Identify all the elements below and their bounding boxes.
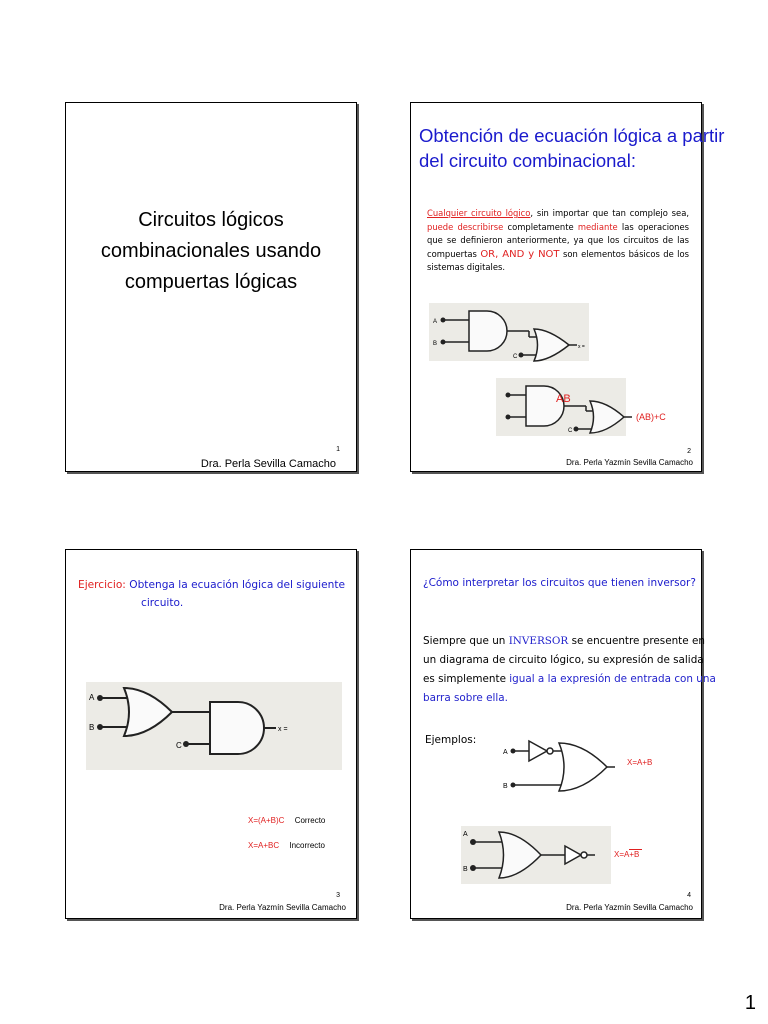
- slide-footer: Dra. Perla Yazmín Sevilla Camacho: [566, 903, 693, 912]
- paragraph-line: [423, 632, 705, 651]
- slide-number: 1: [336, 446, 340, 453]
- circuit-diagram: [86, 682, 342, 772]
- emph-text: OR, AND y NOT: [480, 248, 560, 260]
- label-c: C: [513, 354, 518, 360]
- text: Siempre que un: [423, 635, 509, 647]
- slide-3: [65, 549, 357, 919]
- slide-1-title: [66, 205, 356, 298]
- paragraph-line: un diagrama de circuito lógico, su expresión de salida: [423, 654, 704, 666]
- slide-number: 3: [336, 892, 340, 899]
- label-a: A: [503, 749, 508, 756]
- text: completamente: [503, 221, 578, 232]
- emph-text: INVERSOR: [508, 635, 569, 647]
- label-a: A: [89, 693, 95, 702]
- text: las operaciones que: [427, 221, 689, 245]
- equation: X=A+B: [627, 758, 653, 767]
- circuit-diagram-1: [429, 303, 589, 363]
- label-a: A: [463, 831, 468, 838]
- overbar: [629, 849, 642, 850]
- emph-text: Cualquier circuito lógico: [427, 208, 531, 218]
- title-line: combinacionales usando: [100, 240, 322, 262]
- slide-2-title: [419, 123, 724, 173]
- page-number: 1: [744, 992, 756, 1014]
- text: es simplemente: [423, 673, 510, 685]
- label-b: B: [463, 866, 468, 873]
- slide-2-paragraph: [427, 207, 689, 275]
- label-out: x =: [578, 344, 585, 350]
- slide-4-paragraph: [423, 632, 716, 708]
- slide-4-title: ¿Cómo interpretar los circuitos que tienen inversor?: [423, 577, 696, 589]
- title-line: del circuito combinacional:: [419, 150, 636, 171]
- exercise-statement: Obtenga la ecuación lógica del siguiente: [125, 579, 346, 591]
- exercise-text: [78, 576, 345, 612]
- text: se encuentre presente en: [568, 635, 705, 647]
- slide-author: Dra. Perla Sevilla Camacho: [200, 458, 336, 470]
- text: compuertas: [427, 248, 481, 259]
- title-line: compuertas lógicas: [124, 271, 298, 293]
- equation: X=A+BC: [248, 841, 280, 850]
- paragraph-line: [423, 670, 716, 689]
- slide-footer: Dra. Perla Yazmín Sevilla Camacho: [219, 903, 346, 912]
- label-ab: AB: [556, 393, 571, 405]
- slide-number: 4: [687, 892, 691, 899]
- circuit-diagram-2: [496, 378, 696, 440]
- label-c: C: [568, 428, 573, 434]
- label-b: B: [89, 723, 95, 732]
- text: , sin importar que tan complejo sea,: [530, 208, 689, 218]
- label-out: (AB)+C: [636, 412, 666, 422]
- label-b: B: [503, 783, 508, 790]
- label-c: C: [176, 741, 182, 750]
- text: sistemas digitales.: [427, 262, 506, 272]
- example-2-equation: [614, 850, 639, 859]
- title-line: Circuitos lógicos: [138, 209, 284, 231]
- answer-note: Correcto: [294, 816, 326, 825]
- slide-number: 2: [687, 448, 691, 455]
- examples-label: Ejemplos:: [425, 734, 477, 746]
- title-line: Obtención de ecuación lógica a partir: [419, 125, 725, 146]
- slide-2: [410, 102, 725, 472]
- slide-1: [65, 102, 357, 472]
- answer-correct: [248, 816, 325, 825]
- emph-text: puede describirse: [427, 221, 504, 232]
- text: se definieron anteriormente, ya que los circuitos de las: [446, 235, 689, 245]
- slide-footer: Dra. Perla Yazmín Sevilla Camacho: [566, 458, 693, 467]
- text: son elementos básicos de los: [559, 248, 689, 259]
- label-out: x =: [278, 726, 288, 733]
- equation: X=(A+B)C: [248, 816, 285, 825]
- label-a: A: [433, 319, 438, 325]
- exercise-line: [78, 576, 345, 594]
- exercise-line: circuito.: [141, 597, 184, 609]
- emph-text: mediante: [577, 221, 618, 232]
- example-1-equation: [627, 758, 652, 767]
- answer-note: Incorrecto: [289, 841, 325, 850]
- label-b: B: [433, 341, 438, 347]
- equation: X=A+B: [614, 850, 640, 859]
- exercise-label: Ejercicio:: [78, 579, 126, 591]
- inverter-example-1: [503, 735, 693, 799]
- answer-incorrect: [248, 841, 325, 850]
- slide-4: [410, 549, 716, 919]
- paragraph-line: barra sobre ella.: [423, 692, 508, 704]
- emph-text: igual a la expresión de entrada con una: [509, 673, 716, 685]
